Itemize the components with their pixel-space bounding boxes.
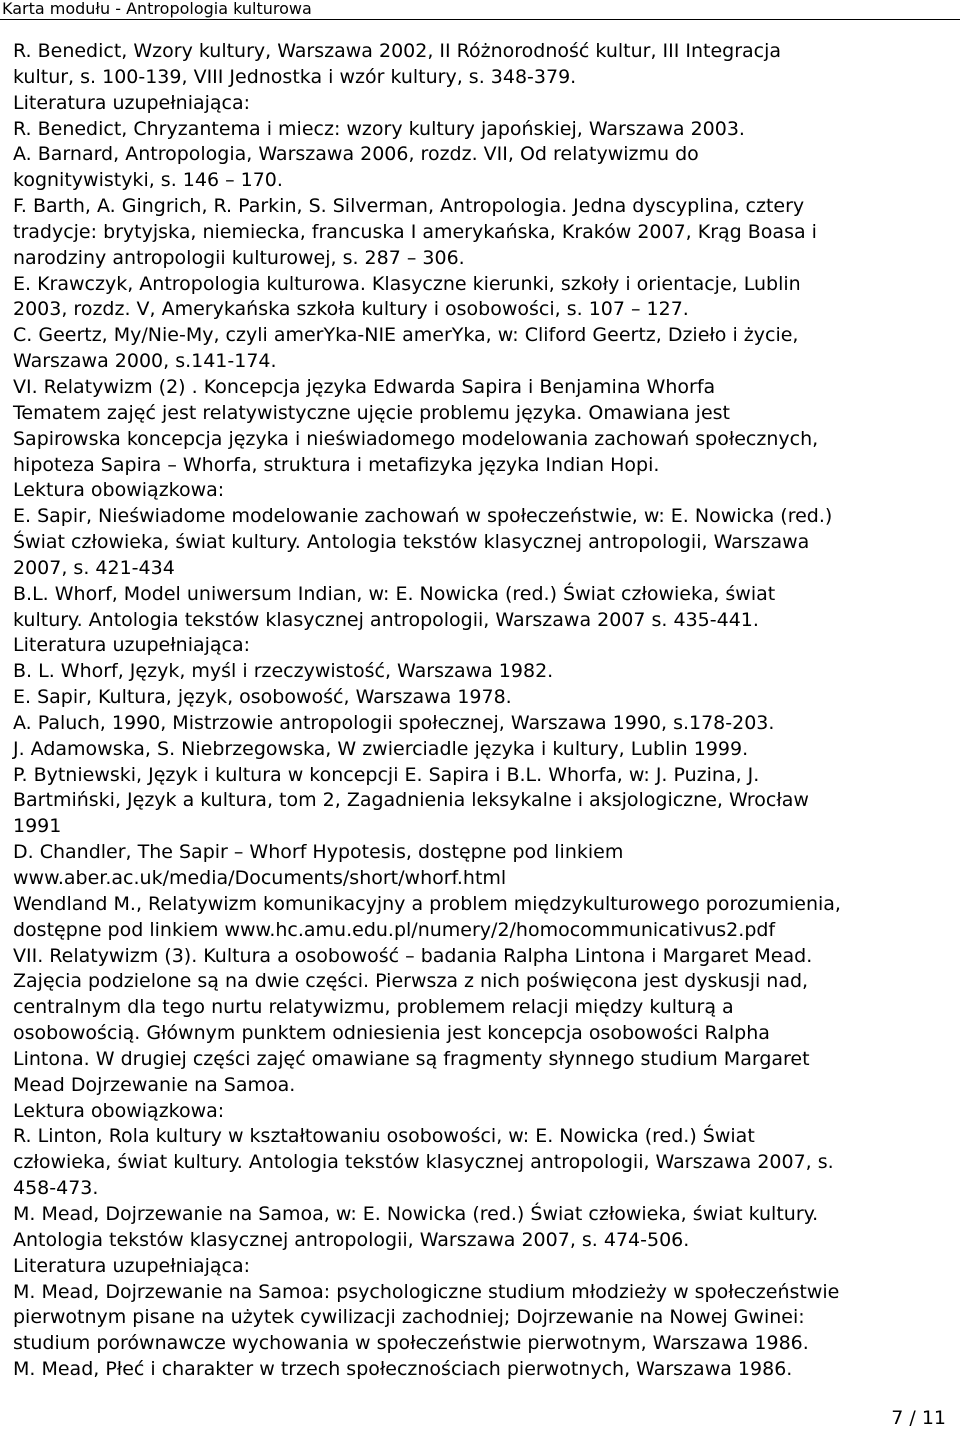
page-header (0, 0, 960, 20)
text-line: R. Benedict, Chryzantema i miecz: wzory kultury japońskiej, Warszawa 2003. (13, 117, 745, 140)
document-body (13, 39, 948, 1383)
text-line: D. Chandler, The Sapir – Whorf Hypotesis, dostępne pod linkiem (13, 841, 624, 864)
text-line: A. Paluch, 1990, Mistrzowie antropologii społecznej, Warszawa 1990, s.178-203. (13, 711, 775, 734)
text-line: M. Mead, Dojrzewanie na Samoa, w: E. Nowicka (red.) Świat człowieka, świat kultury. (13, 1202, 819, 1225)
text-line: dostępne pod linkiem www.hc.amu.edu.pl/numery/2/homocommunicativus2.pdf (13, 918, 776, 941)
text-line: R. Linton, Rola kultury w kształtowaniu osobowości, w: E. Nowicka (red.) Świat (13, 1125, 755, 1148)
text-line: Sapirowska koncepcja języka i nieświadomego modelowania zachowań społecznych, (13, 427, 819, 450)
text-line: 2003, rozdz. V, Amerykańska szkoła kultury i osobowości, s. 107 – 127. (13, 298, 689, 321)
text-line: Warszawa 2000, s.141-174. (13, 350, 277, 373)
text-line: B. L. Whorf, Język, myśl i rzeczywistość, Warszawa 1982. (13, 660, 554, 683)
text-line: Bartmiński, Język a kultura, tom 2, Zagadnienia leksykalne i aksjologiczne, Wrocław (13, 789, 809, 812)
text-line: kultur, s. 100-139, VIII Jednostka i wzór kultury, s. 348-379. (13, 65, 577, 88)
text-line: Świat człowieka, świat kultury. Antologia tekstów klasycznej antropologii, Warszawa (13, 531, 810, 554)
text-line: narodziny antropologii kulturowej, s. 287 – 306. (13, 246, 465, 269)
text-line: Zajęcia podzielone są na dwie części. Pierwsza z nich poświęcona jest dyskusji nad, (13, 970, 809, 993)
text-line: Literatura uzupełniająca: (13, 1254, 251, 1277)
text-line: Lintona. W drugiej części zajęć omawiane są fragmenty słynnego studium Margaret (13, 1047, 810, 1070)
text-line: centralnym dla tego nurtu relatywizmu, problemem relacji między kulturą a (13, 996, 734, 1019)
text-line: Tematem zajęć jest relatywistyczne ujęcie problemu języka. Omawiana jest (13, 401, 730, 424)
text-line: P. Bytniewski, Język i kultura w koncepcji E. Sapira i B.L. Whorfa, w: J. Puzina, J. (13, 763, 760, 786)
text-line: VI. Relatywizm (2) . Koncepcja języka Edwarda Sapira i Benjamina Whorfa (13, 375, 716, 398)
text-line: 2007, s. 421-434 (13, 556, 175, 579)
text-line: C. Geertz, My/Nie-My, czyli amerYka-NIE amerYka, w: Cliford Geertz, Dzieło i życie, (13, 324, 799, 347)
text-line: Lektura obowiązkowa: (13, 1099, 225, 1122)
text-line: E. Krawczyk, Antropologia kulturowa. Klasyczne kierunki, szkoły i orientacje, Lublin (13, 272, 801, 295)
text-line: 458-473. (13, 1177, 99, 1200)
text-line: hipoteza Sapira – Whorfa, struktura i metafizyka języka Indian Hopi. (13, 453, 660, 476)
text-line: Wendland M., Relatywizm komunikacyjny a problem międzykulturowego porozumienia, (13, 892, 841, 915)
text-line: Mead Dojrzewanie na Samoa. (13, 1073, 296, 1096)
text-line: VII. Relatywizm (3). Kultura a osobowość – badania Ralpha Lintona i Margaret Mead. (13, 944, 813, 967)
text-line: Literatura uzupełniająca: (13, 634, 251, 657)
text-line: Lektura obowiązkowa: (13, 479, 225, 502)
text-line: R. Benedict, Wzory kultury, Warszawa 2002, II Różnorodność kultur, III Integracja (13, 40, 782, 62)
text-line: pierwotnym pisane na użytek cywilizacji zachodniej; Dojrzewanie na Nowej Gwinei: (13, 1306, 805, 1329)
text-line: M. Mead, Płeć i charakter w trzech społecznościach pierwotnych, Warszawa 1986. (13, 1358, 793, 1381)
text-line: człowieka, świat kultury. Antologia tekstów klasycznej antropologii, Warszawa 2007, s. (13, 1151, 834, 1174)
page-number: 7 / 11 (891, 1407, 946, 1429)
text-line: 1991 (13, 815, 62, 838)
text-line: osobowością. Głównym punktem odniesienia jest koncepcja osobowości Ralpha (13, 1022, 770, 1045)
text-line: J. Adamowska, S. Niebrzegowska, W zwierciadle języka i kultury, Lublin 1999. (13, 737, 749, 760)
text-line: tradycje: brytyjska, niemiecka, francuska I amerykańska, Kraków 2007, Krąg Boasa i (13, 220, 817, 243)
text-line: E. Sapir, Kultura, język, osobowość, Warszawa 1978. (13, 686, 512, 709)
text-line: kultury. Antologia tekstów klasycznej antropologii, Warszawa 2007 s. 435-441. (13, 608, 759, 631)
text-line: studium porównawcze wychowania w społeczeństwie pierwotnym, Warszawa 1986. (13, 1332, 809, 1355)
document-title: Karta modułu - Antropologia kulturowa (2, 0, 312, 18)
text-line: A. Barnard, Antropologia, Warszawa 2006, rozdz. VII, Od relatywizmu do (13, 143, 699, 166)
text-line: F. Barth, A. Gingrich, R. Parkin, S. Silverman, Antropologia. Jedna dyscyplina, cztery (13, 195, 805, 218)
text-line: Antologia tekstów klasycznej antropologii, Warszawa 2007, s. 474-506. (13, 1228, 690, 1251)
text-line: B.L. Whorf, Model uniwersum Indian, w: E. Nowicka (red.) Świat człowieka, świat (13, 582, 776, 605)
text-line: www.aber.ac.uk/media/Documents/short/whorf.html (13, 867, 507, 889)
text-line: Literatura uzupełniająca: (13, 91, 251, 114)
text-line: kognitywistyki, s. 146 – 170. (13, 169, 283, 192)
text-line: M. Mead, Dojrzewanie na Samoa: psychologiczne studium młodzieży w społeczeństwie (13, 1280, 840, 1303)
text-line: E. Sapir, Nieświadome modelowanie zachowań w społeczeństwie, w: E. Nowicka (red.) (13, 505, 833, 528)
